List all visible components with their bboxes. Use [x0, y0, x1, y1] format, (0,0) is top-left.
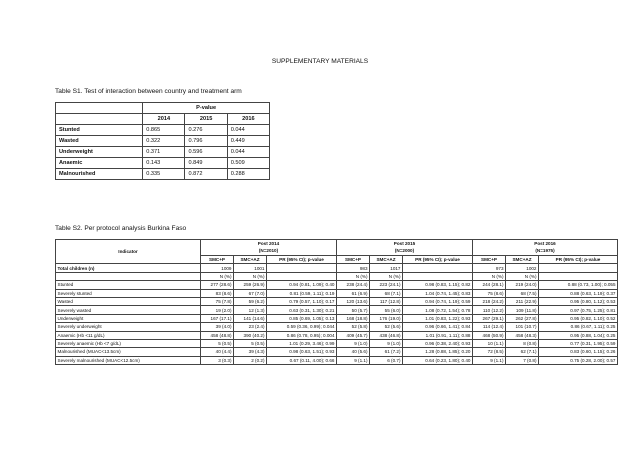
- count-cell: 2 (0.2): [234, 356, 267, 364]
- pvalue-cell: 0.796: [185, 136, 227, 147]
- row-label: Malnourished: [56, 169, 143, 180]
- pvalue-cell: 0.449: [227, 136, 269, 147]
- total-children-label: Total children (n): [56, 264, 201, 272]
- arm-header: SMC+P: [201, 256, 234, 264]
- table-row: [56, 114, 270, 125]
- table-row: [56, 289, 618, 297]
- pvalue-header: P-value: [143, 103, 270, 114]
- table1-caption: Table S1. Test of interaction between country and treatment arm: [55, 88, 242, 95]
- total-cell: [267, 264, 337, 272]
- arm-header: SMC+AZ: [234, 256, 267, 264]
- table-row: [56, 339, 618, 347]
- table-cell: [56, 272, 201, 280]
- total-cell: 973: [473, 264, 506, 272]
- table-row: [56, 348, 618, 356]
- count-cell: 114 (12.4): [473, 323, 506, 331]
- period-n: (N=1975): [535, 247, 555, 253]
- pr-cell: 1.04 (0.74, 1.45); 0.83: [403, 289, 473, 297]
- count-cell: 218 (24.2): [473, 297, 506, 305]
- count-cell: 83 (8.6): [201, 289, 234, 297]
- pr-cell: 0.95 (0.82, 1.10); 0.52: [539, 314, 618, 322]
- indicator-label: Severely wasted: [56, 306, 201, 314]
- table-row: [56, 147, 270, 158]
- count-cell: 59 (6.2): [234, 297, 267, 305]
- pr-cell: 0.96 (0.66, 1.41); 0.84: [403, 323, 473, 331]
- count-cell: 61 (6.9): [337, 289, 370, 297]
- pvalue-cell: 0.596: [185, 147, 227, 158]
- count-cell: 5 (0.5): [201, 339, 234, 347]
- count-cell: 8 (0.8): [506, 339, 539, 347]
- count-cell: 141 (14.6): [234, 314, 267, 322]
- pvalue-cell: 0.335: [143, 169, 185, 180]
- pr-cell: 0.81 (0.59, 1.11); 0.19: [267, 289, 337, 297]
- count-cell: 101 (10.7): [506, 323, 539, 331]
- per-protocol-table: [55, 239, 618, 365]
- count-cell: 61 (7.2): [370, 348, 403, 356]
- pr-cell: 0.86 (0.67, 1.11); 0.25: [539, 323, 618, 331]
- pr-header: PR (95% CI); p-value: [539, 256, 618, 264]
- indicator-header: Indicator: [56, 240, 201, 264]
- count-cell: 62 (7.1): [506, 348, 539, 356]
- pr-cell: 0.94 (0.81, 1.09); 0.40: [267, 281, 337, 289]
- table-cell: [56, 114, 143, 125]
- npct-cell: N (%): [234, 272, 267, 280]
- indicator-label: Severely anaemic (Hb <7 g/dL): [56, 339, 201, 347]
- pr-cell: 0.98 (0.83, 1.15); 0.82: [403, 281, 473, 289]
- table-row: [56, 306, 618, 314]
- pr-cell: 0.63 (0.31, 1.30); 0.21: [267, 306, 337, 314]
- pr-cell: 1.08 (0.72, 1.54); 0.78: [403, 306, 473, 314]
- npct-cell: N (%): [201, 272, 234, 280]
- interaction-table: [55, 102, 270, 180]
- count-cell: 12 (1.3): [234, 306, 267, 314]
- indicator-label: Anaemic (Hb <11 g/dL): [56, 331, 201, 339]
- table-row: [56, 314, 618, 322]
- pvalue-cell: 0.371: [143, 147, 185, 158]
- pvalue-cell: 0.509: [227, 158, 269, 169]
- indicator-label: Severely malnourished (MUAC<12.5cm): [56, 356, 201, 364]
- total-cell: 1017: [370, 264, 403, 272]
- count-cell: 458 (48.3): [506, 331, 539, 339]
- table-row: [56, 297, 618, 305]
- pvalue-cell: 0.849: [185, 158, 227, 169]
- pvalue-cell: 0.322: [143, 136, 185, 147]
- count-cell: 3 (0.3): [201, 356, 234, 364]
- pr-cell: 0.67 (0.11, 4.00); 0.66: [267, 356, 337, 364]
- count-cell: 55 (6.0): [370, 306, 403, 314]
- table-row: [56, 356, 618, 364]
- period-header: [201, 240, 337, 256]
- count-cell: 267 (29.1): [473, 314, 506, 322]
- pr-cell: 0.75 (0.28, 2.00); 0.57: [539, 356, 618, 364]
- total-cell: [403, 264, 473, 272]
- pr-cell: 0.59 (0.36, 0.99); 0.044: [267, 323, 337, 331]
- count-cell: 109 (11.8): [506, 306, 539, 314]
- period-header: [337, 240, 473, 256]
- pr-cell: 1.01 (0.29, 3.46); 0.99: [267, 339, 337, 347]
- row-label: Anaemic: [56, 158, 143, 169]
- pr-cell: 0.77 (0.31, 1.95); 0.59: [539, 339, 618, 347]
- count-cell: 219 (24.0): [506, 281, 539, 289]
- pr-cell: 0.83 (0.60, 1.15); 0.26: [539, 348, 618, 356]
- count-cell: 262 (27.8): [506, 314, 539, 322]
- count-cell: 67 (7.0): [234, 289, 267, 297]
- count-cell: 277 (28.6): [201, 281, 234, 289]
- row-label: Underweight: [56, 147, 143, 158]
- count-cell: 223 (24.1): [370, 281, 403, 289]
- pr-cell: 0.95 (0.88, 1.04); 0.25: [539, 331, 618, 339]
- count-cell: 52 (5.8): [337, 323, 370, 331]
- indicator-label: Stunted: [56, 281, 201, 289]
- period-title: Post 2016: [534, 241, 556, 247]
- period-title: Post 2015: [393, 241, 416, 247]
- npct-cell: [539, 272, 618, 280]
- indicator-label: Malnourished (MUAC<13.5cm): [56, 348, 201, 356]
- pr-cell: 0.88 (0.73, 1.00); 0.055: [539, 281, 618, 289]
- pvalue-cell: 0.872: [185, 169, 227, 180]
- period-header: [473, 240, 618, 256]
- indicator-label: Severely underweight: [56, 323, 201, 331]
- total-cell: [539, 264, 618, 272]
- count-cell: 120 (13.6): [337, 297, 370, 305]
- period-title: Post 2014: [257, 241, 280, 247]
- pvalue-cell: 0.865: [143, 125, 185, 136]
- page-title: SUPPLEMENTARY MATERIALS: [271, 58, 369, 65]
- pr-cell: 1.28 (0.88, 1.85); 0.20: [403, 348, 473, 356]
- pr-cell: 0.97 (0.75, 1.25); 0.81: [539, 306, 618, 314]
- table-row: [56, 158, 270, 169]
- pvalue-cell: 0.288: [227, 169, 269, 180]
- npct-cell: [403, 272, 473, 280]
- arm-header: SMC+P: [473, 256, 506, 264]
- indicator-label: Severely stunted: [56, 289, 201, 297]
- count-cell: 110 (12.2): [473, 306, 506, 314]
- npct-cell: N (%): [473, 272, 506, 280]
- count-cell: 5 (0.5): [234, 339, 267, 347]
- count-cell: 9 (1.0): [370, 339, 403, 347]
- count-cell: 75 (7.8): [201, 297, 234, 305]
- count-cell: 176 (19.0): [370, 314, 403, 322]
- arm-header: SMC+AZ: [370, 256, 403, 264]
- count-cell: 6 (0.7): [370, 356, 403, 364]
- count-cell: 9 (1.1): [337, 356, 370, 364]
- table-row: [56, 272, 618, 280]
- count-cell: 40 (4.4): [201, 348, 234, 356]
- pvalue-cell: 0.143: [143, 158, 185, 169]
- pr-cell: 0.85 (0.69, 1.05); 0.13: [267, 314, 337, 322]
- year-header: 2014: [143, 114, 185, 125]
- table-row: [56, 323, 618, 331]
- table-row: [56, 281, 618, 289]
- count-cell: 68 (7.5): [506, 289, 539, 297]
- arm-header: SMC+P: [337, 256, 370, 264]
- pvalue-cell: 0.276: [185, 125, 227, 136]
- count-cell: 52 (5.6): [370, 323, 403, 331]
- count-cell: 9 (1.0): [337, 339, 370, 347]
- count-cell: 409 (45.7): [337, 331, 370, 339]
- count-cell: 468 (50.9): [473, 331, 506, 339]
- pr-cell: 0.64 (0.23, 1.80); 0.40: [403, 356, 473, 364]
- year-header: 2015: [185, 114, 227, 125]
- pr-cell: 0.96 (0.38, 2.40); 0.93: [403, 339, 473, 347]
- table-body: [56, 281, 618, 365]
- pr-cell: 0.79 (0.57, 1.10); 0.17: [267, 297, 337, 305]
- period-n: (N=2000): [394, 247, 415, 253]
- total-cell: 1001: [234, 264, 267, 272]
- count-cell: 259 (26.9): [234, 281, 267, 289]
- count-cell: 39 (4.3): [234, 348, 267, 356]
- table-row: [56, 125, 270, 136]
- count-cell: 39 (4.0): [201, 323, 234, 331]
- count-cell: 68 (7.1): [370, 289, 403, 297]
- count-cell: 211 (22.9): [506, 297, 539, 305]
- count-cell: 40 (5.6): [337, 348, 370, 356]
- pr-cell: 1.01 (0.91, 1.11); 0.88: [403, 331, 473, 339]
- row-label: Wasted: [56, 136, 143, 147]
- table-row: [56, 136, 270, 147]
- count-cell: 9 (1.1): [473, 356, 506, 364]
- count-cell: 168 (18.8): [337, 314, 370, 322]
- table-row: [56, 240, 618, 256]
- row-label: Stunted: [56, 125, 143, 136]
- year-header: 2016: [227, 114, 269, 125]
- count-cell: 390 (40.2): [234, 331, 267, 339]
- table2-caption: Table S2. Per protocol analysis Burkina Faso: [55, 225, 187, 232]
- count-cell: 23 (2.4): [234, 323, 267, 331]
- npct-cell: [267, 272, 337, 280]
- table-row: [56, 331, 618, 339]
- total-cell: 983: [337, 264, 370, 272]
- total-cell: 1002: [506, 264, 539, 272]
- count-cell: 50 (5.7): [337, 306, 370, 314]
- count-cell: 238 (24.4): [337, 281, 370, 289]
- count-cell: 117 (12.8): [370, 297, 403, 305]
- count-cell: 458 (48.8): [201, 331, 234, 339]
- pr-cell: 0.88 (0.63, 1.19); 0.37: [539, 289, 618, 297]
- count-cell: 10 (1.1): [473, 339, 506, 347]
- pr-cell: 0.98 (0.63, 1.51); 0.93: [267, 348, 337, 356]
- pr-header: PR (95% CI); p-value: [403, 256, 473, 264]
- pvalue-cell: 0.044: [227, 147, 269, 158]
- npct-cell: N (%): [506, 272, 539, 280]
- pr-cell: 0.86 (0.78, 0.95); 0.004: [267, 331, 337, 339]
- npct-cell: N (%): [370, 272, 403, 280]
- count-cell: 75 (8.6): [473, 289, 506, 297]
- indicator-label: Wasted: [56, 297, 201, 305]
- count-cell: 167 (17.1): [201, 314, 234, 322]
- table-row: [56, 169, 270, 180]
- count-cell: 72 (8.5): [473, 348, 506, 356]
- total-cell: 1009: [201, 264, 234, 272]
- count-cell: 438 (46.8): [370, 331, 403, 339]
- arm-header: SMC+AZ: [506, 256, 539, 264]
- table-row: [56, 103, 270, 114]
- pr-cell: 1.01 (0.83, 1.22); 0.93: [403, 314, 473, 322]
- count-cell: 19 (2.0): [201, 306, 234, 314]
- pvalue-cell: 0.044: [227, 125, 269, 136]
- period-n: (N=2010): [258, 247, 279, 253]
- count-cell: 244 (28.1): [473, 281, 506, 289]
- pr-cell: 0.94 (0.74, 1.19); 0.59: [403, 297, 473, 305]
- count-cell: 7 (0.8): [506, 356, 539, 364]
- indicator-label: Underweight: [56, 314, 201, 322]
- pr-header: PR (95% CI); p-value: [267, 256, 337, 264]
- pr-cell: 0.95 (0.80, 1.12); 0.53: [539, 297, 618, 305]
- table-row: [56, 264, 618, 272]
- npct-cell: N (%): [337, 272, 370, 280]
- table-cell: [56, 103, 143, 114]
